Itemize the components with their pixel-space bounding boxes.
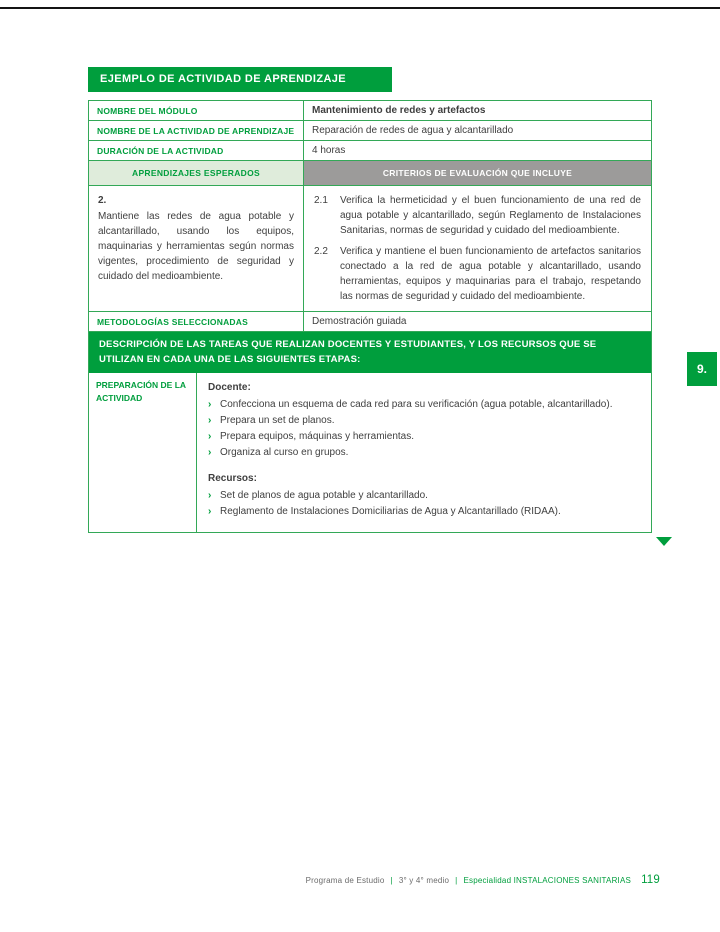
footer-program: Programa de Estudio [305,876,385,885]
footer-separator: | [390,876,393,885]
table-end [88,533,652,546]
row-value: Mantenimiento de redes y artefactos [312,105,486,116]
footer-grade: 3° y 4° medio [398,876,450,885]
chevron-bullet-icon: › [208,490,212,502]
page-title: EJEMPLO DE ACTIVIDAD DE APRENDIZAJE [88,67,392,92]
recursos-heading: Recursos: [208,473,257,485]
row-label: METODOLOGÍAS SELECCIONADAS [89,312,304,331]
page-footer [0,874,660,886]
page-top-rule [0,7,720,9]
learning-number: 2. [98,195,107,206]
row-label: NOMBRE DEL MÓDULO [89,101,304,120]
footer-separator: | [455,876,458,885]
list-item [208,397,640,412]
criteria-cell [304,186,651,311]
description-banner: DESCRIPCIÓN DE LAS TAREAS QUE REALIZAN DOCENTES Y ESTUDIANTES, Y LOS RECURSOS QUE SE UTILIZAN EN CADA UNA DE LAS SIGUIENTES ETAPAS: [89,332,651,373]
criterion-number: 2.2 [314,246,328,257]
row-value: Reparación de redes de agua y alcantarillado [312,125,514,136]
table-row-methodology [89,312,651,332]
chapter-tab: 9. [687,352,717,386]
preparation-row [89,373,651,532]
table-row-duration [89,141,651,161]
chevron-bullet-icon: › [208,506,212,518]
row-value: 4 horas [312,145,346,156]
list-item [314,193,641,238]
list-item-text: Set de planos de agua potable y alcantarillado. [220,490,428,502]
criterion-number: 2.1 [314,195,328,206]
criteria-header: CRITERIOS DE EVALUACIÓN QUE INCLUYE [304,161,651,185]
page-number: 119 [641,874,660,886]
page-content [88,67,652,546]
list-item-text: Prepara un set de planos. [220,415,335,427]
list-item-text: Confecciona un esquema de cada red para su verificación (agua potable, alcantarillado). [220,399,613,411]
learning-criteria-row [89,186,651,312]
learning-cell [89,186,304,311]
chevron-bullet-icon: › [208,431,212,443]
footer-specialty: Especialidad INSTALACIONES SANITARIAS [463,876,632,885]
list-item-text: Organiza al curso en grupos. [220,447,349,459]
preparation-content [197,373,651,532]
chevron-bullet-icon: › [208,447,212,459]
list-item [208,445,640,460]
list-item [314,244,641,304]
preparation-label: PREPARACIÓN DE LA ACTIVIDAD [89,373,197,532]
docente-heading: Docente: [208,382,251,394]
list-item-text: Reglamento de Instalaciones Domiciliarias de Agua y Alcantarillado (RIDAA). [220,506,561,518]
list-item [208,488,640,503]
learning-header: APRENDIZAJES ESPERADOS [89,161,304,185]
list-item [208,504,640,519]
list-item [208,413,640,428]
row-value: Demostración guiada [312,316,407,327]
activity-table [88,100,652,533]
learning-text: Mantiene las redes de agua potable y alcantarillado, usando los equipos, maquinarias y herramientas según normas vigentes, procedimiento de seguridad y cuidado del medioambiente. [98,211,294,282]
list-item-text: Prepara equipos, máquinas y herramientas. [220,431,414,443]
triangle-down-icon [656,537,672,546]
chevron-bullet-icon: › [208,415,212,427]
criterion-text: Verifica la hermeticidad y el buen funcionamiento de una red de agua potable y alcantarillado, según Reglamento de Instalaciones Sanitarias, normas de seguridad y cuidado del medioambiente. [340,195,641,236]
table-row-module [89,101,651,121]
table-header-row [89,161,651,186]
row-label: DURACIÓN DE LA ACTIVIDAD [89,141,304,160]
row-label: NOMBRE DE LA ACTIVIDAD DE APRENDIZAJE [89,121,304,140]
criterion-text: Verifica y mantiene el buen funcionamiento de artefactos sanitarios conectado a la red de agua potable y alcantarillado, usando herramientas, equipos y maquinarias para el trabajo, respetando las normas de seguridad y cuidado del medioambiente. [340,246,641,302]
table-row-activity-name [89,121,651,141]
chevron-bullet-icon: › [208,399,212,411]
list-item [208,429,640,444]
